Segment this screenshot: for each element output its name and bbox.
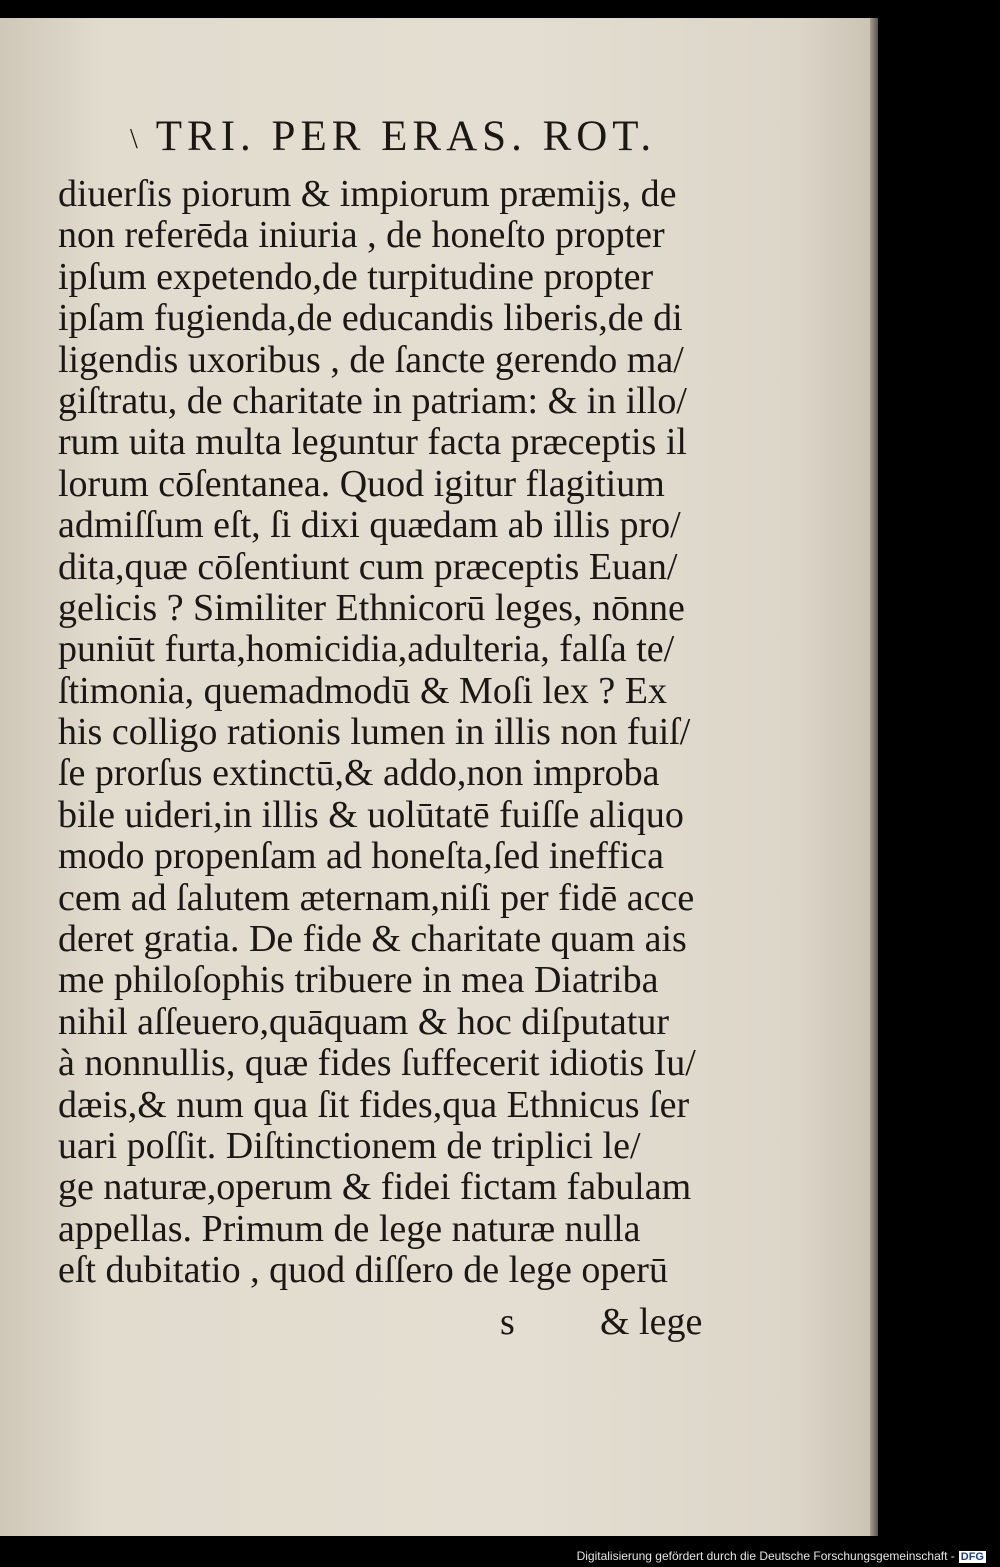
page-edge bbox=[870, 18, 878, 1536]
text-line: dita,quæ cōſentiunt cum præceptis Euan/ bbox=[58, 545, 678, 588]
text-line: ligendis uxoribus , de ſancte gerendo ma/ bbox=[58, 338, 684, 381]
text-line: eſt dubitatio , quod diſſero de lege operū bbox=[58, 1249, 668, 1292]
text-line: uari poſſit. Diſtinctionem de triplici le/ bbox=[58, 1124, 641, 1167]
digitization-credit bbox=[577, 1549, 986, 1563]
catchword: & lege bbox=[600, 1301, 703, 1343]
text-line: admiſſum eſt, ſi dixi quædam ab illis pro/ bbox=[58, 504, 681, 547]
text-line: giſtratu, de charitate in patriam: & in illo/ bbox=[58, 379, 687, 422]
running-title: TRI. PER ERAS. ROT. bbox=[155, 113, 657, 160]
text-line: ge naturæ,operum & fidei fictam fabulam bbox=[58, 1166, 692, 1209]
text-line: ſe prorſus extinctū,& addo,non improba bbox=[58, 752, 660, 795]
text-line: puniūt furta,homicidia,adulteria, falſa te/ bbox=[58, 628, 675, 671]
text-line: dæis,& num qua ſit fides,qua Ethnicus ſer bbox=[58, 1083, 690, 1126]
text-line: à nonnullis, quæ fides ſuffecerit idiotis Iu/ bbox=[58, 1042, 696, 1085]
text-line: ipſam fugienda,de educandis liberis,de di bbox=[58, 297, 683, 340]
credit-text: Digitalisierung gefördert durch die Deutsche Forschungsgemeinschaft - bbox=[576, 1549, 955, 1563]
text-line: appellas. Primum de lege naturæ nulla bbox=[58, 1207, 641, 1250]
body-text bbox=[58, 174, 718, 1292]
dfg-logo: DFG bbox=[960, 1551, 984, 1563]
page-footer bbox=[500, 1300, 702, 1344]
text-line: his colligo rationis lumen in illis non fuiſ/ bbox=[58, 711, 691, 754]
text-line: gelicis ? Similiter Ethnicorū leges, nōnne bbox=[58, 586, 685, 629]
text-line: diuerſis piorum & impiorum præmijs, de bbox=[58, 173, 677, 215]
margin-mark: \ bbox=[130, 124, 138, 156]
signature-mark: s bbox=[500, 1301, 515, 1343]
text-line: ipſum expetendo,de turpitudine propter bbox=[58, 255, 654, 298]
text-line: lorum cōſentanea. Quod igitur flagitium bbox=[58, 462, 665, 505]
text-line: deret gratia. De fide & charitate quam ais bbox=[58, 918, 687, 961]
text-line: non referēda iniuria , de honeſto propter bbox=[58, 214, 665, 257]
text-line: cem ad ſalutem æternam,niſi per fidē acce bbox=[58, 876, 695, 919]
text-line: ſtimonia, quemadmodū & Moſi lex ? Ex bbox=[58, 669, 667, 712]
text-line: modo propenſam ad honeſta,ſed ineffica bbox=[58, 835, 665, 878]
text-line: nihil aſſeuero,quāquam & hoc diſputatur bbox=[58, 1000, 670, 1043]
text-line: bile uideri,in illis & uolūtatē fuiſſe aliquo bbox=[58, 793, 684, 836]
running-header bbox=[130, 112, 690, 161]
text-line: me philoſophis tribuere in mea Diatriba bbox=[58, 959, 659, 1002]
text-line: rum uita multa leguntur facta præceptis il bbox=[58, 421, 687, 464]
